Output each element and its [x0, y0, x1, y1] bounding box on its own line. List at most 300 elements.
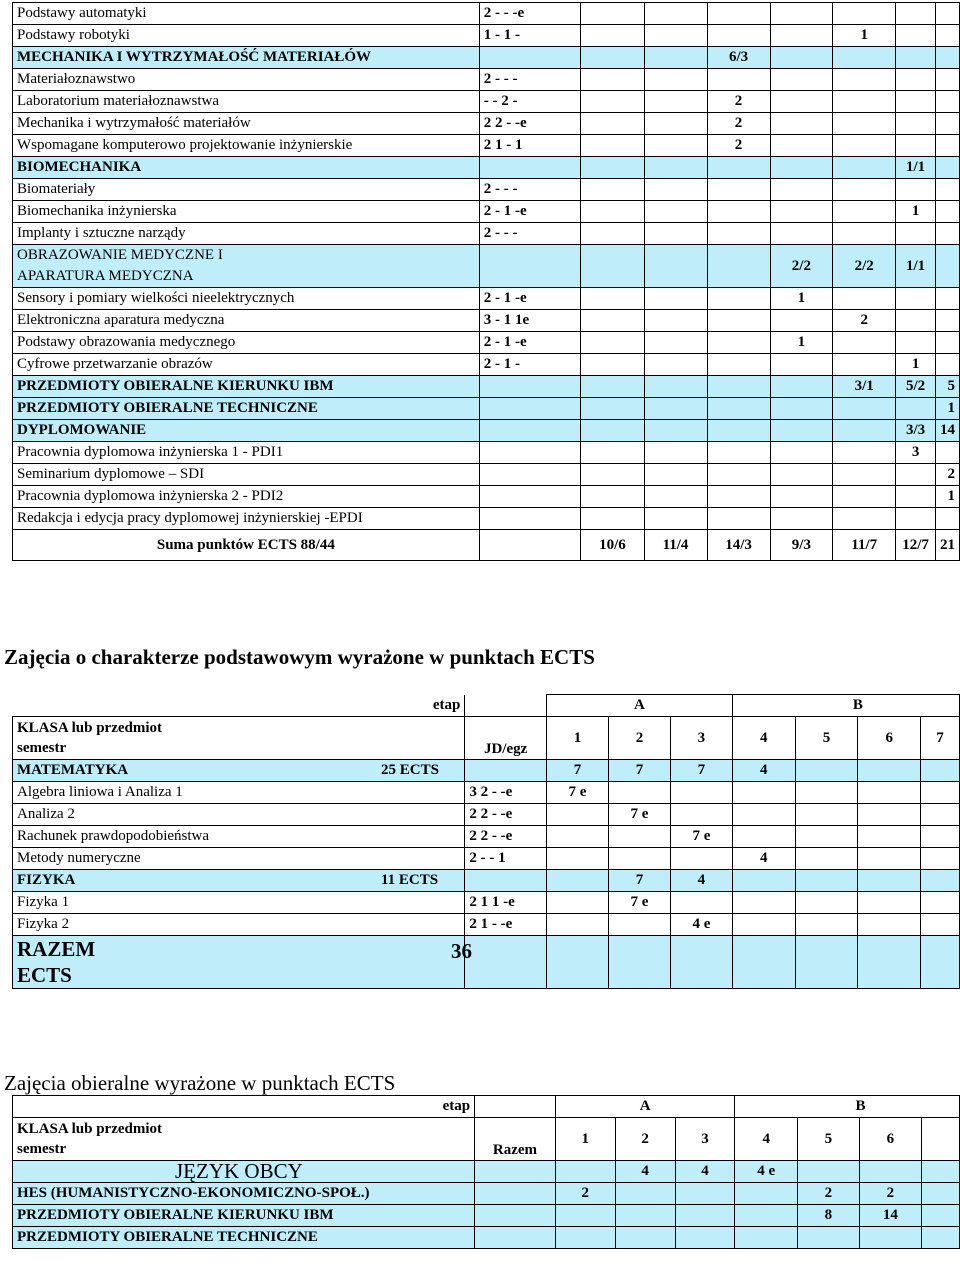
semester-ects-cell: 1: [936, 486, 960, 508]
semester-ects-cell: [770, 508, 833, 530]
table-row: [13, 1183, 960, 1205]
semester-ects-cell: [896, 398, 936, 420]
semester-ects-cell: [936, 69, 960, 91]
semester-ects-cell: [936, 47, 960, 69]
semester-ects-cell: 1: [833, 25, 896, 47]
course-hours-code: - - 2 -: [479, 91, 581, 113]
semester-ects-cell: [936, 157, 960, 179]
semester-ects-cell: [770, 69, 833, 91]
course-name: Podstawy robotyki: [13, 25, 480, 47]
semester-ects-cell: [896, 69, 936, 91]
course-name: OBRAZOWANIE MEDYCZNE I APARATURA MEDYCZNA: [13, 245, 480, 288]
semester-ects-cell: [546, 870, 608, 892]
semester-ects-cell: [644, 288, 707, 310]
course-hours-code: 2 2 - -e: [465, 804, 547, 826]
semester-ects-cell: [608, 914, 670, 936]
sem-2: 2: [615, 1118, 675, 1161]
semester-ects-cell: [546, 804, 608, 826]
sem-6: 6: [859, 1118, 921, 1161]
semester-ects-cell: 14: [859, 1205, 921, 1227]
semester-ects-cell: 4: [675, 1161, 735, 1183]
course-name: Analiza 2: [13, 804, 465, 826]
course-hours-code: [479, 398, 581, 420]
semester-ects-cell: [546, 848, 608, 870]
sum-value: 21: [936, 530, 960, 561]
course-hours-code: 1 - 1 -: [479, 25, 581, 47]
semester-ects-cell: 2: [859, 1183, 921, 1205]
table-row: [13, 157, 960, 179]
semester-ects-cell: [707, 288, 770, 310]
semester-ects-cell: [644, 508, 707, 530]
ects-text: ECTS: [17, 963, 72, 987]
semester-ects-cell: [896, 332, 936, 354]
semester-ects-cell: [644, 69, 707, 91]
section-heading-elective: Zajęcia obieralne wyrażone w punktach ECTS: [4, 1071, 396, 1095]
semester-ects-cell: [936, 288, 960, 310]
course-hours-code: 2 - - -e: [479, 3, 581, 25]
semester-ects-cell: [735, 1205, 797, 1227]
course-name: JĘZYK OBCY: [13, 1161, 475, 1183]
stage-b-label: B: [735, 1096, 960, 1118]
semester-ects-cell: [921, 1183, 959, 1205]
semester-ects-cell: [707, 464, 770, 486]
table-row: [13, 848, 960, 870]
semester-ects-cell: [732, 892, 795, 914]
course-name: PRZEDMIOTY OBIERALNE TECHNICZNE: [13, 398, 480, 420]
semester-ects-cell: [859, 1161, 921, 1183]
semester-ects-cell: [859, 1227, 921, 1249]
semester-ects-cell: [770, 47, 833, 69]
course-hours-code: [479, 442, 581, 464]
semester-ects-cell: [896, 91, 936, 113]
semester-ects-cell: [615, 1205, 675, 1227]
semester-ects-cell: [833, 442, 896, 464]
semester-ects-cell: [707, 179, 770, 201]
course-name: Seminarium dyplomowe – SDI: [13, 464, 480, 486]
table-row: [13, 782, 960, 804]
semester-ects-cell: [675, 1227, 735, 1249]
semester-ects-cell: [770, 420, 833, 442]
semester-ects-cell: [581, 179, 644, 201]
semester-ects-cell: [581, 245, 644, 288]
course-name: DYPLOMOWANIE: [13, 420, 480, 442]
razem-cell: [608, 936, 670, 989]
sum-value: 14/3: [707, 530, 770, 561]
course-hours-code: [475, 1205, 556, 1227]
semester-ects-cell: 4: [732, 848, 795, 870]
course-name: PRZEDMIOTY OBIERALNE KIERUNKU IBM: [13, 1205, 475, 1227]
razem-value: 36: [451, 939, 472, 963]
course-hours-code: 2 - - -: [479, 69, 581, 91]
sem-3: 3: [675, 1118, 735, 1161]
course-hours-code: 2 - 1 -: [479, 354, 581, 376]
semester-ects-cell: [581, 25, 644, 47]
razem-label: [13, 936, 472, 989]
semester-ects-cell: [644, 91, 707, 113]
course-name: Pracownia dyplomowa inżynierska 2 - PDI2: [13, 486, 480, 508]
semester-ects-cell: [921, 804, 960, 826]
semester-ects-cell: 7 e: [608, 804, 670, 826]
table-row: [13, 288, 960, 310]
table-row: [13, 914, 960, 936]
semester-ects-cell: 3/3: [896, 420, 936, 442]
semester-ects-cell: [644, 179, 707, 201]
course-name: PRZEDMIOTY OBIERALNE KIERUNKU IBM: [13, 376, 480, 398]
semester-ects-cell: [644, 310, 707, 332]
semester-ects-cell: [732, 826, 795, 848]
course-name: Implanty i sztuczne narządy: [13, 223, 480, 245]
semester-ects-cell: [581, 47, 644, 69]
table-row: [13, 354, 960, 376]
semester-ects-cell: [670, 848, 732, 870]
semester-ects-cell: [921, 870, 960, 892]
semester-ects-cell: [833, 223, 896, 245]
stage-header-row: [13, 695, 960, 717]
course-name: Metody numeryczne: [13, 848, 465, 870]
semester-ects-cell: [921, 1161, 959, 1183]
semester-ects-cell: [615, 1183, 675, 1205]
semester-ects-cell: [921, 1227, 959, 1249]
semester-ects-cell: [707, 376, 770, 398]
semester-ects-cell: [921, 1205, 959, 1227]
semester-ects-cell: [546, 826, 608, 848]
semester-ects-cell: [770, 113, 833, 135]
semester-ects-cell: [735, 1227, 797, 1249]
course-hours-code: 2 - 1 -e: [479, 332, 581, 354]
semester-ects-cell: [581, 486, 644, 508]
semester-ects-cell: [921, 914, 960, 936]
semester-ects-cell: [833, 135, 896, 157]
semester-ects-cell: [936, 179, 960, 201]
semester-ects-cell: [770, 201, 833, 223]
semester-ects-cell: [644, 3, 707, 25]
semester-ects-cell: [936, 223, 960, 245]
semester-ects-cell: [795, 826, 858, 848]
course-name: HES (HUMANISTYCZNO-EKONOMICZNO-SPOŁ.): [13, 1183, 475, 1205]
semester-ects-cell: [896, 47, 936, 69]
razem-cell: [670, 936, 732, 989]
sem-2: 2: [608, 717, 670, 760]
sum-value: 11/4: [644, 530, 707, 561]
sem-1: 1: [555, 1118, 615, 1161]
table-row: [13, 310, 960, 332]
semester-ects-cell: [936, 245, 960, 288]
sum-value: 10/6: [581, 530, 644, 561]
semester-ects-cell: [858, 848, 921, 870]
semester-ects-cell: [770, 310, 833, 332]
semester-ects-cell: [936, 25, 960, 47]
course-hours-code: 2 - - -: [479, 179, 581, 201]
table-row: [13, 179, 960, 201]
semester-ects-cell: 7 e: [670, 826, 732, 848]
course-hours-code: [479, 47, 581, 69]
semester-ects-cell: 2: [555, 1183, 615, 1205]
etap-label: etap: [13, 695, 465, 717]
klasa-header: [13, 717, 465, 760]
semester-ects-cell: [644, 398, 707, 420]
semester-ects-cell: [833, 3, 896, 25]
semester-ects-cell: [936, 3, 960, 25]
semester-ects-cell: [833, 113, 896, 135]
semester-ects-cell: [833, 157, 896, 179]
semester-ects-cell: [858, 892, 921, 914]
semester-ects-cell: [644, 376, 707, 398]
course-hours-code: [465, 870, 547, 892]
table-row: [13, 420, 960, 442]
course-name: Rachunek prawdopodobieństwa: [13, 826, 465, 848]
course-name: Algebra liniowa i Analiza 1: [13, 782, 465, 804]
table-row: [13, 332, 960, 354]
table-row: [13, 1161, 960, 1183]
semester-ects-cell: [896, 135, 936, 157]
semester-ects-cell: [608, 848, 670, 870]
course-hours-code: 3 2 - -e: [465, 782, 547, 804]
semester-ects-cell: [581, 69, 644, 91]
course-name: Laboratorium materiałoznawstwa: [13, 91, 480, 113]
semester-ects-cell: [858, 826, 921, 848]
semester-ects-cell: [896, 310, 936, 332]
semester-ects-cell: [770, 442, 833, 464]
jd-egz-header: JD/egz: [465, 717, 547, 760]
semester-ects-cell: 14: [936, 420, 960, 442]
semester-header-row: [13, 1118, 960, 1161]
table-row: [13, 135, 960, 157]
semester-ects-cell: 1: [770, 332, 833, 354]
semester-ects-cell: [833, 508, 896, 530]
semester-ects-cell: [770, 223, 833, 245]
semester-ects-cell: 4: [732, 760, 795, 782]
semester-ects-cell: [795, 892, 858, 914]
semester-ects-cell: [896, 113, 936, 135]
course-hours-code: 2 - 1 -e: [479, 201, 581, 223]
semester-ects-cell: [581, 157, 644, 179]
semester-ects-cell: 1: [770, 288, 833, 310]
course-hours-code: [465, 760, 547, 782]
course-hours-code: [479, 376, 581, 398]
semester-ects-cell: [644, 245, 707, 288]
table-row: [13, 464, 960, 486]
semester-ects-cell: [707, 25, 770, 47]
sem-4: 4: [735, 1118, 797, 1161]
semester-ects-cell: [770, 376, 833, 398]
semester-ects-cell: 8: [797, 1205, 859, 1227]
table-row: [13, 486, 960, 508]
semester-ects-cell: 2: [936, 464, 960, 486]
semester-ects-cell: [896, 464, 936, 486]
semester-ects-cell: [896, 3, 936, 25]
semester-ects-cell: [644, 420, 707, 442]
course-name: Wspomagane komputerowo projektowanie inżynierskie: [13, 135, 480, 157]
semester-ects-cell: 2/2: [770, 245, 833, 288]
semester-ects-cell: [896, 508, 936, 530]
semester-ects-cell: [896, 25, 936, 47]
semester-ects-cell: [644, 486, 707, 508]
semester-ects-cell: 5/2: [896, 376, 936, 398]
semester-ects-cell: [833, 486, 896, 508]
semester-ects-cell: [581, 310, 644, 332]
semester-ects-cell: [615, 1227, 675, 1249]
semester-ects-cell: 1/1: [896, 157, 936, 179]
semester-ects-cell: [770, 464, 833, 486]
sum-row: [13, 530, 960, 561]
sum-blank: [479, 530, 581, 561]
semester-ects-cell: [555, 1161, 615, 1183]
klasa-label: KLASA lub przedmiot: [17, 1121, 163, 1137]
semester-ects-cell: [735, 1183, 797, 1205]
course-total-ects: 25 ECTS: [381, 762, 439, 778]
semester-ects-cell: 2: [707, 113, 770, 135]
basic-courses-table: [12, 694, 960, 989]
table-row: [13, 376, 960, 398]
razem-cell: [858, 936, 921, 989]
course-name: Elektroniczna aparatura medyczna: [13, 310, 480, 332]
semester-ects-cell: [936, 508, 960, 530]
semester-ects-cell: [707, 354, 770, 376]
course-hours-code: 2 2 - -e: [465, 826, 547, 848]
semester-ects-cell: [936, 354, 960, 376]
razem-cell: [465, 936, 547, 989]
semester-ects-cell: [770, 3, 833, 25]
course-name: Cyfrowe przetwarzanie obrazów: [13, 354, 480, 376]
semester-ects-cell: 7 e: [608, 892, 670, 914]
course-name: [13, 870, 465, 892]
semester-ects-cell: 1/1: [896, 245, 936, 288]
table-row: [13, 47, 960, 69]
sum-value: 12/7: [896, 530, 936, 561]
semester-ects-cell: [644, 223, 707, 245]
semester-ects-cell: [936, 442, 960, 464]
razem-cell: [546, 936, 608, 989]
sem-1: 1: [546, 717, 608, 760]
semester-ects-cell: [644, 135, 707, 157]
semester-ects-cell: [644, 464, 707, 486]
table-row: [13, 760, 960, 782]
semester-ects-cell: [732, 870, 795, 892]
course-hours-code: [475, 1161, 556, 1183]
semester-ects-cell: [921, 892, 960, 914]
course-hours-code: 3 - 1 1e: [479, 310, 581, 332]
course-hours-code: [479, 157, 581, 179]
semester-ects-cell: [644, 201, 707, 223]
table-row: [13, 69, 960, 91]
semester-ects-cell: 3: [896, 442, 936, 464]
semester-ects-cell: [858, 804, 921, 826]
semester-ects-cell: [921, 848, 960, 870]
semester-ects-cell: [795, 870, 858, 892]
section-heading-basic: Zajęcia o charakterze podstawowym wyrażone w punktach ECTS: [4, 645, 595, 669]
etap-label: etap: [13, 1096, 475, 1118]
course-hours-code: [475, 1227, 556, 1249]
table-row: [13, 398, 960, 420]
semester-ects-cell: [670, 782, 732, 804]
semester-ects-cell: 7: [670, 760, 732, 782]
semester-ects-cell: [795, 848, 858, 870]
semester-ects-cell: [833, 47, 896, 69]
course-hours-code: 2 - - -: [479, 223, 581, 245]
semester-ects-cell: [833, 288, 896, 310]
razem-header: Razem: [475, 1118, 556, 1161]
semester-ects-cell: 7: [546, 760, 608, 782]
course-name: Biomateriały: [13, 179, 480, 201]
course-name: Fizyka 2: [13, 914, 465, 936]
semester-ects-cell: 2: [833, 310, 896, 332]
semester-ects-cell: [546, 914, 608, 936]
semester-ects-cell: [707, 201, 770, 223]
sem-3: 3: [670, 717, 732, 760]
semester-ects-cell: [644, 354, 707, 376]
semester-ects-cell: [707, 245, 770, 288]
course-hours-code: 2 2 - -e: [479, 113, 581, 135]
semester-ects-cell: [770, 179, 833, 201]
table-row: [13, 91, 960, 113]
semester-ects-cell: [608, 782, 670, 804]
course-hours-code: [479, 508, 581, 530]
curriculum-table-continued: [12, 2, 960, 561]
table-row: [13, 826, 960, 848]
table-row: [13, 3, 960, 25]
semester-ects-cell: [581, 442, 644, 464]
semester-ects-cell: [858, 760, 921, 782]
semester-ects-cell: [797, 1161, 859, 1183]
table-row: [13, 508, 960, 530]
table-row: [13, 113, 960, 135]
semester-ects-cell: 4 e: [735, 1161, 797, 1183]
semester-ects-cell: [670, 804, 732, 826]
semester-ects-cell: [644, 157, 707, 179]
semester-ects-cell: [644, 25, 707, 47]
semester-ects-cell: [581, 223, 644, 245]
course-name: Materiałoznawstwo: [13, 69, 480, 91]
semester-ects-cell: [581, 354, 644, 376]
course-name: Redakcja i edycja pracy dyplomowej inżynierskiej -EPDI: [13, 508, 480, 530]
course-name: Pracownia dyplomowa inżynierska 1 - PDI1: [13, 442, 480, 464]
semester-ects-cell: [546, 892, 608, 914]
semester-ects-cell: [833, 354, 896, 376]
semester-ects-cell: [936, 113, 960, 135]
semester-ects-cell: [936, 135, 960, 157]
course-name: Sensory i pomiary wielkości nieelektrycznych: [13, 288, 480, 310]
sem-7: 7: [921, 717, 960, 760]
semester-ects-cell: [795, 804, 858, 826]
semester-ects-cell: 1: [896, 201, 936, 223]
semester-ects-cell: [921, 760, 960, 782]
semester-ects-cell: [707, 223, 770, 245]
course-hours-code: [475, 1183, 556, 1205]
semester-ects-cell: [770, 157, 833, 179]
course-name: Podstawy automatyki: [13, 3, 480, 25]
semester-ects-cell: [644, 113, 707, 135]
course-name-text: MATEMATYKA: [17, 762, 129, 778]
semester-ects-cell: [770, 398, 833, 420]
elective-courses-table: [12, 1095, 960, 1249]
semester-ects-cell: [770, 25, 833, 47]
semester-ects-cell: [797, 1227, 859, 1249]
course-name: Fizyka 1: [13, 892, 465, 914]
semester-ects-cell: [581, 3, 644, 25]
course-hours-code: 2 - - 1: [465, 848, 547, 870]
sum-label: Suma punktów ECTS 88/44: [13, 530, 480, 561]
semester-ects-cell: [921, 782, 960, 804]
semester-ects-cell: [936, 332, 960, 354]
sem-5: 5: [797, 1118, 859, 1161]
course-hours-code: 2 1 - 1: [479, 135, 581, 157]
table-row: [13, 804, 960, 826]
semester-ects-cell: [675, 1205, 735, 1227]
table-row: [13, 1205, 960, 1227]
semester-ects-cell: [555, 1227, 615, 1249]
semester-ects-cell: [707, 508, 770, 530]
table-row: [13, 442, 960, 464]
